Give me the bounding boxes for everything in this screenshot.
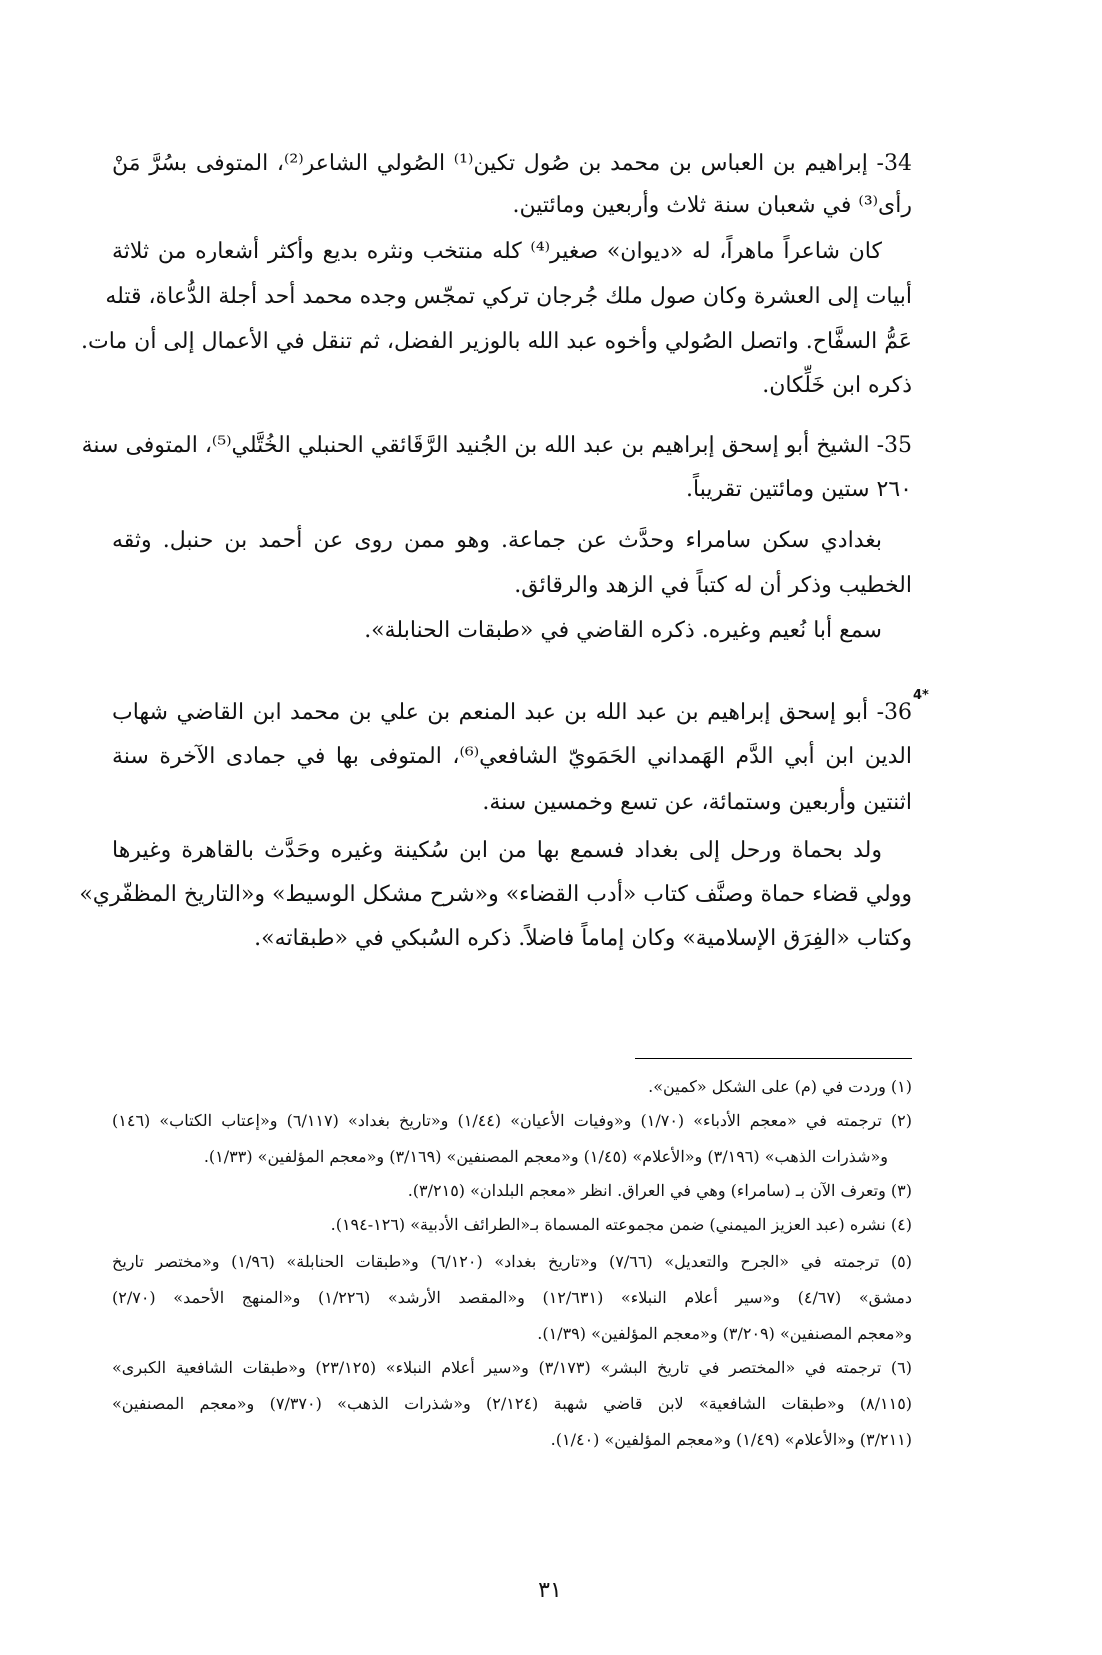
entry-35-heading-line-2: ٢٦٠ ستين ومائتين تقريباً. [686,477,912,502]
entry-36-heading-line-1: 36- أبو إسحق إبراهيم بن عبد الله بن عبد المنعم بن علي بن محمد ابن القاضي شهاب [112,700,912,725]
entry-36-heading-line-2: الدين ابن أبي الدَّم الهَمداني الحَمَويّ الشافعي⁽⁶⁾، المتوفى بها في جمادى الآخرة سنة [112,744,912,769]
entry-34-body-line-2: أبيات إلى العشرة وكان صول ملك جُرجان تركي تمجّس وجده محمد أحد أجلة الدُّعاة، قتله [105,284,912,309]
footnote-6-line-3: (٣/٢١١) و«الأعلام» (١/٤٩) و«معجم المؤلفين» (١/٤٠). [550,1430,912,1449]
footnote-2-line-1: (٢) ترجمته في «معجم الأدباء» (١/٧٠) و«وفيات الأعيان» (١/٤٤) و«تاريخ بغداد» (٦/١١٧) و«إعتاب الكتاب» (١٤٦) [112,1111,912,1130]
footnote-6-line-1: (٦) ترجمته في «المختصر في تاريخ البشر» (٣/١٧٣) و«سير أعلام النبلاء» (٢٣/١٢٥) و«طبقات الشافعية الكبرى» [112,1358,912,1377]
page-number: ٣١ [538,1578,562,1603]
entry-35-heading-line-1: 35- الشيخ أبو إسحق إبراهيم بن عبد الله بن الجُنيد الرَّقَائقي الحنبلي الخُتَّلي⁽⁵⁾، المتوفى سنة [81,433,912,458]
entry-34-body-line-3: عَمُّ السفَّاح. واتصل الصُولي وأخوه عبد الله بالوزير الفضل، ثم تنقل في الأعمال إلى أن مات. [80,329,912,354]
entry-36-body-line-3: وكتاب «الفِرَق الإسلامية» وكان إماماً فاضلاً. ذكره السُبكي في «طبقاته». [254,926,912,951]
footnote-6-line-2: (٨/١١٥) و«طبقات الشافعية» لابن قاضي شهبة (٢/١٢٤) و«شذرات الذهب» (٧/٣٧٠) و«معجم المصنفين» [112,1394,913,1413]
entry-36-heading-line-3: اثنتين وأربعين وستمائة، عن تسع وخمسين سنة. [482,790,912,815]
entry-35-body-line-3: سمع أبا نُعيم وغيره. ذكره القاضي في «طبقات الحنابلة». [364,618,882,643]
entry-36-body-line-1: ولد بحماة ورحل إلى بغداد فسمع بها من ابن سُكينة وغيره وحَدَّث بالقاهرة وغيرها [112,838,882,863]
footnote-separator [635,1058,912,1059]
entry-34-heading-line-2: رأى⁽³⁾ في شعبان سنة ثلاث وأربعين ومائتين. [512,193,912,218]
margin-marker: 4* [913,688,929,703]
footnote-2-line-2: و«شذرات الذهب» (٣/١٩٦) و«الأعلام» (١/٤٥) و«معجم المصنفين» (٣/١٦٩) و«معجم المؤلفين» (١/٣٣). [203,1147,888,1166]
entry-35-body-line-2: الخطيب وذكر أن له كتباً في الزهد والرقائق. [514,573,912,598]
footnote-1: (١) وردت في (م) على الشكل «كمين». [648,1077,912,1096]
footnote-5-line-3: و«معجم المصنفين» (٣/٢٠٩) و«معجم المؤلفين» (١/٣٩). [537,1324,912,1343]
entry-35-body-line-1: بغدادي سكن سامراء وحدَّث عن جماعة. وهو ممن روى عن أحمد بن حنبل. وثقه [112,528,882,553]
entry-34-body-line-1: كان شاعراً ماهراً، له «ديوان» صغير⁽⁴⁾ كله منتخب ونثره بديع وأكثر أشعاره من ثلاثة [112,239,882,264]
entry-34-heading-line-1: 34- إبراهيم بن العباس بن محمد بن صُول تكين⁽¹⁾ الصُولي الشاعر⁽²⁾، المتوفى بسُرَّ مَنْ [112,151,912,176]
footnote-5-line-1: (٥) ترجمته في «الجرح والتعديل» (٧/٦٦) و«تاريخ بغداد» (٦/١٢٠) و«طبقات الحنابلة» (١/٩٦) و«مختصر تاريخ [112,1252,912,1271]
footnote-4: (٤) نشره (عبد العزيز الميمني) ضمن مجموعته المسماة بـ«الطرائف الأدبية» (١٢٦-١٩٤). [330,1215,912,1234]
footnote-3: (٣) وتعرف الآن بـ (سامراء) وهي في العراق. انظر «معجم البلدان» (٣/٢١٥). [407,1181,912,1200]
entry-36-body-line-2: وولي قضاء حماة وصنَّف كتاب «أدب القضاء» و«شرح مشكل الوسيط» و«التاريخ المظفّري» [79,882,912,907]
footnote-5-line-2: دمشق» (٤/٦٧) و«سير أعلام النبلاء» (١٢/٦٣١) و«المقصد الأرشد» (١/٢٢٦) و«المنهج الأحمد» (٢/٧٠) [112,1288,912,1307]
entry-34-body-line-4: ذكره ابن خَلِّكان. [762,373,912,398]
